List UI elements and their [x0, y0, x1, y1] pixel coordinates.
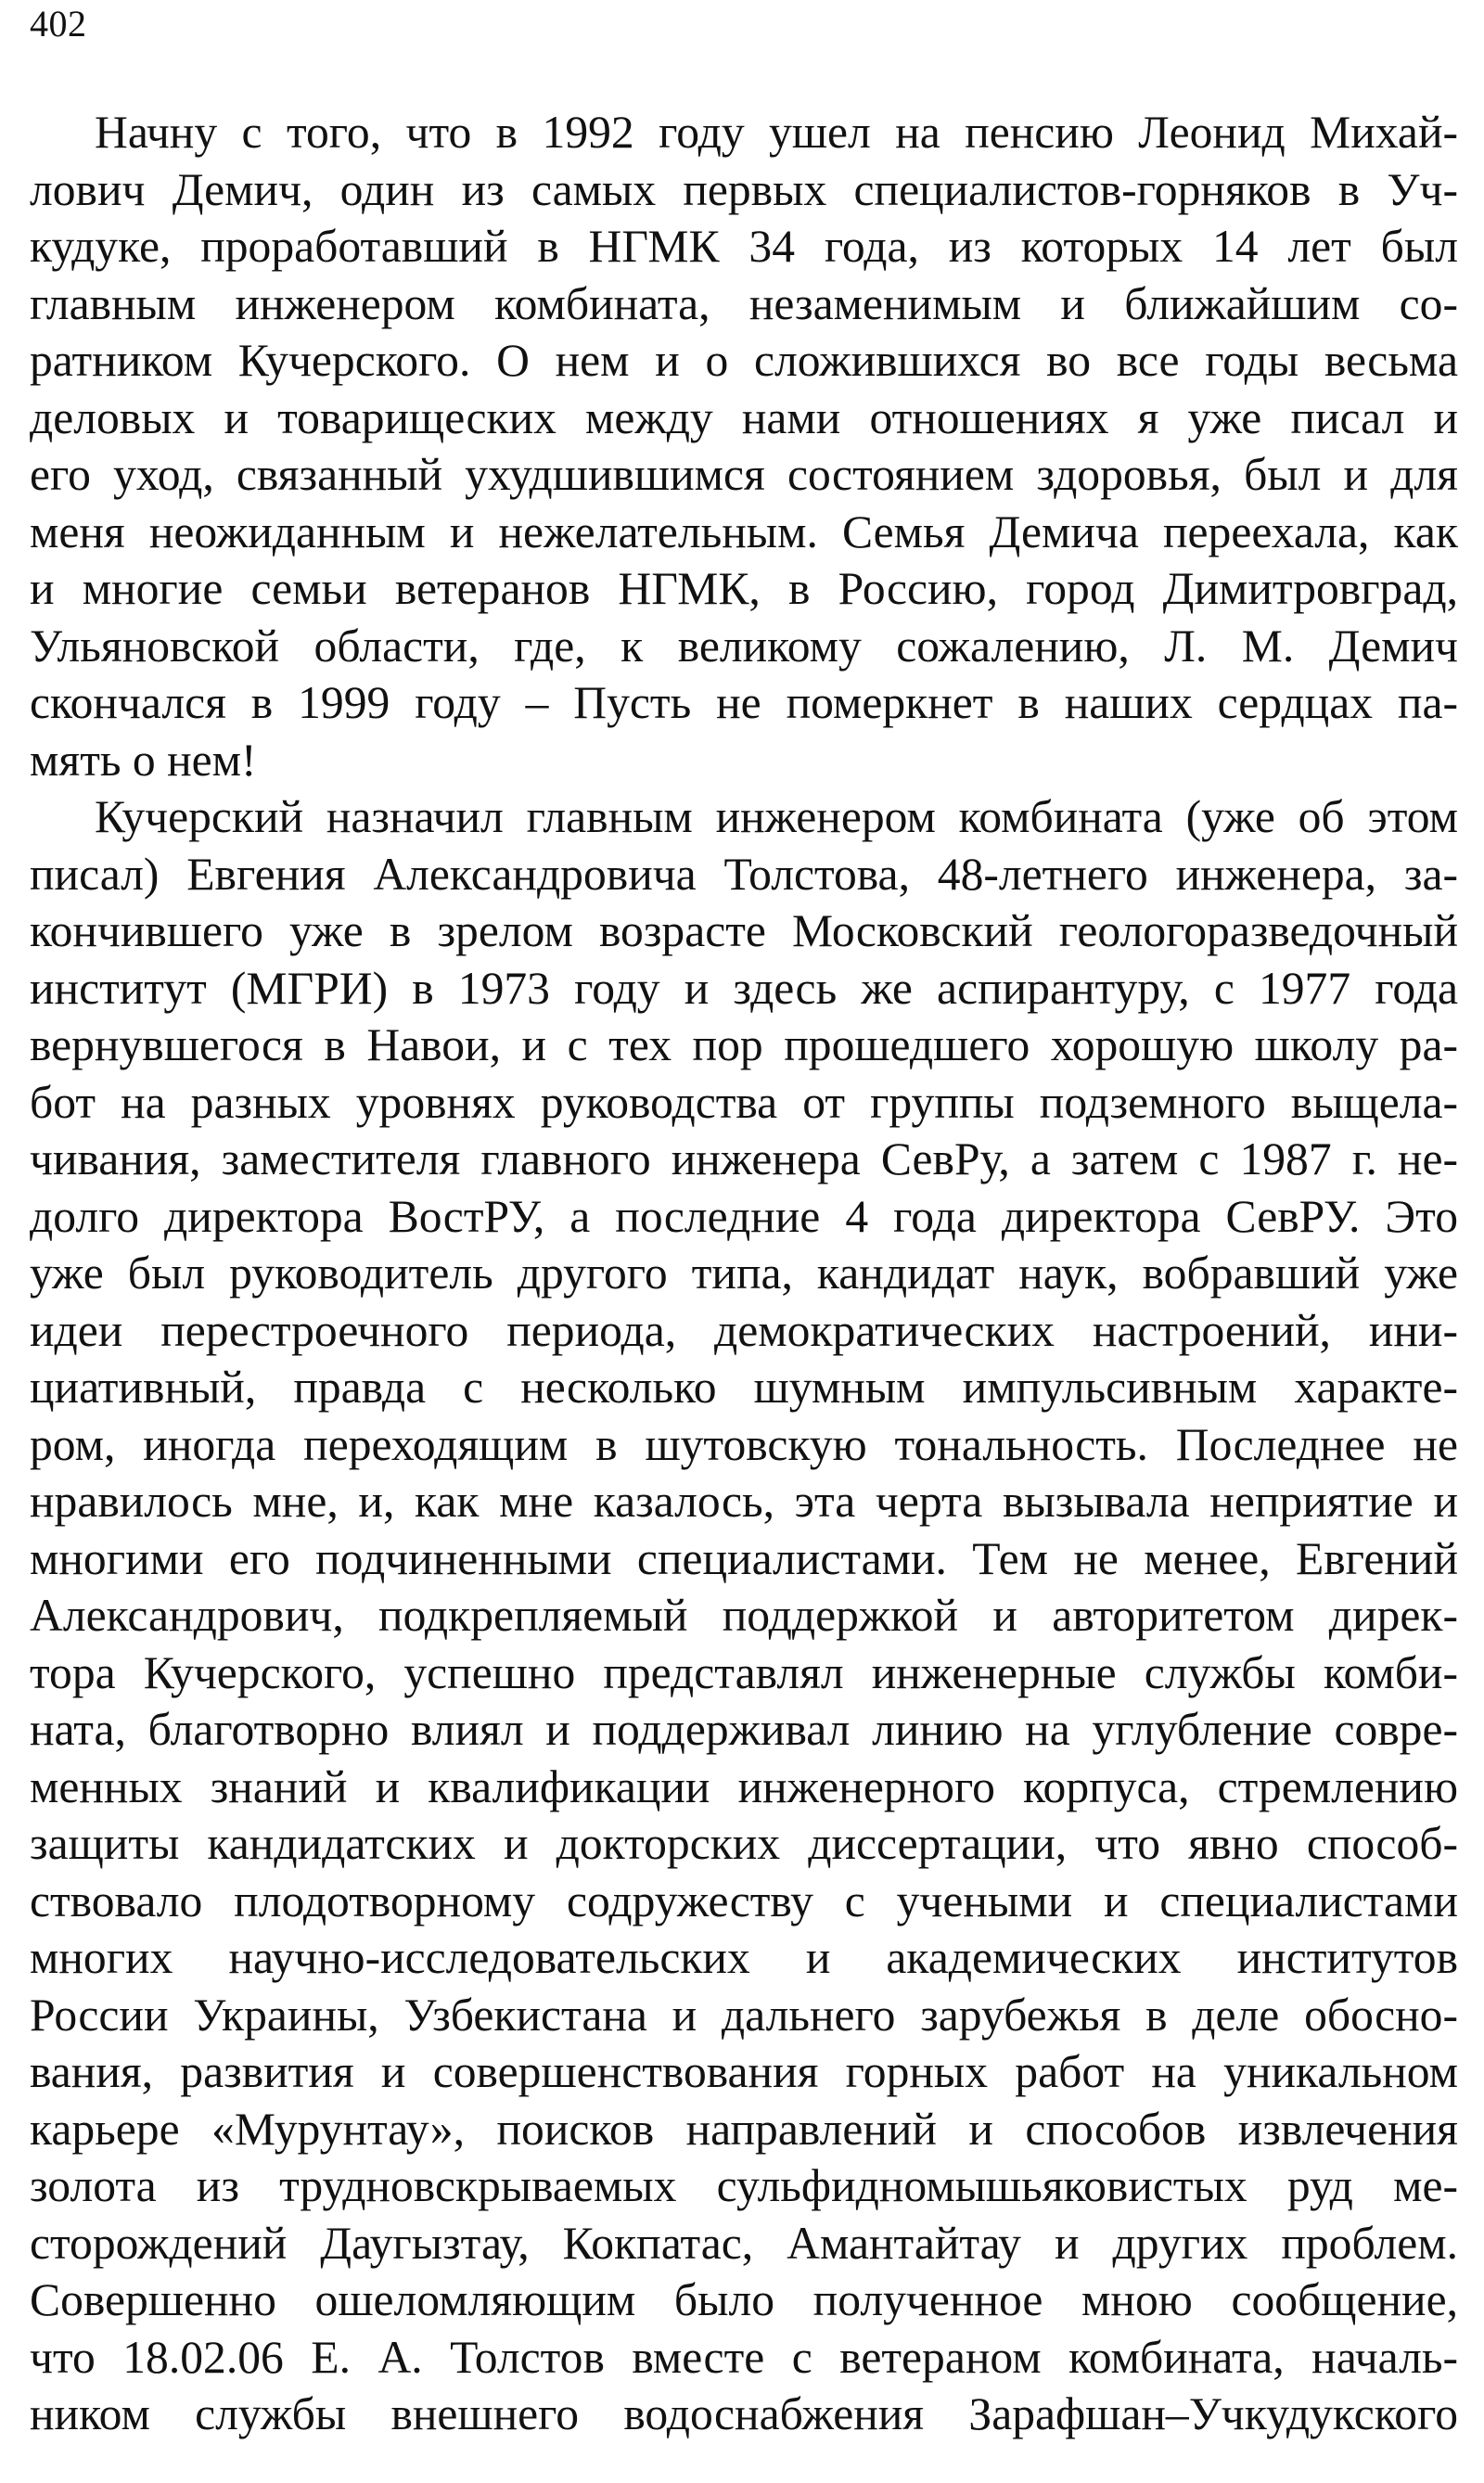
- text-line: Начну с того, что в 1992 году ушел на пенсию Леонид Михай-: [95, 107, 1458, 158]
- text-line: вания, развития и совершенствования горных работ на уникальном: [30, 2046, 1458, 2097]
- text-line: России Украины, Узбекистана и дальнего зарубежья в деле обосно-: [30, 1989, 1458, 2041]
- text-line: что 18.02.06 Е. А. Толстов вместе с ветераном комбината, началь-: [30, 2331, 1458, 2383]
- text-line: деловых и товарищеских между нами отношениях я уже писал и: [30, 391, 1458, 443]
- paragraph: [30, 788, 1458, 2443]
- text-line: Александрович, подкрепляемый поддержкой и авторитетом дирек-: [30, 1590, 1458, 1641]
- page-number: 402: [30, 3, 87, 45]
- text-line: ратником Кучерского. О нем и о сложившихся во все годы весьма: [30, 335, 1458, 386]
- text-line: карьере «Мурунтау», поисков направлений и способов извлечения: [30, 2103, 1458, 2155]
- text-line: Кучерский назначил главным инженером комбината (уже об этом: [95, 791, 1458, 842]
- text-line: менных знаний и квалификации инженерного корпуса, стремлению: [30, 1760, 1458, 1812]
- text-line: тора Кучерского, успешно представлял инженерные службы комби-: [30, 1646, 1458, 1698]
- text-line: долго директора ВостРУ, а последние 4 года директора СевРУ. Это: [30, 1190, 1458, 1242]
- text-line: нравилось мне, и, как мне казалось, эта черта вызывала неприятие и: [30, 1476, 1458, 1527]
- text-line: ром, иногда переходящим в шутовскую тональность. Последнее не: [30, 1418, 1458, 1470]
- text-line: золота из трудновскрываемых сульфидномышьяковистых руд ме-: [30, 2160, 1458, 2211]
- text-line: многих научно-исследовательских и академических институтов: [30, 1932, 1458, 1983]
- text-line: Совершенно ошеломляющим было полученное мною сообщение,: [30, 2274, 1458, 2325]
- paragraph: [30, 104, 1458, 788]
- text-line: меня неожиданным и нежелательным. Семья Демича переехала, как: [30, 506, 1458, 557]
- text-line: Ульяновской области, где, к великому сожалению, Л. М. Демич: [30, 620, 1458, 672]
- text-line: ната, благотворно влиял и поддерживал линию на углубление совре-: [30, 1704, 1458, 1755]
- text-line: чивания, заместителя главного инженера СевРу, а затем с 1987 г. не-: [30, 1133, 1458, 1184]
- page-body: [30, 104, 1458, 2443]
- text-line: и многие семьи ветеранов НГМК, в Россию, город Димитровград,: [30, 563, 1458, 614]
- text-line: главным инженером комбината, незаменимым и ближайшим со-: [30, 277, 1458, 329]
- text-line: сторождений Даугызтау, Кокпатас, Амантайтау и других проблем.: [30, 2217, 1458, 2269]
- text-line: многими его подчиненными специалистами. Тем не менее, Евгений: [30, 1532, 1458, 1584]
- text-line: скончался в 1999 году – Пусть не померкнет в наших сердцах па-: [30, 677, 1458, 728]
- text-line: институт (МГРИ) в 1973 году и здесь же аспирантуру, с 1977 года: [30, 962, 1458, 1014]
- text-line: кончившего уже в зрелом возрасте Московский геологоразведочный: [30, 905, 1458, 956]
- text-line: мять о нем!: [30, 734, 257, 786]
- text-line: циативный, правда с несколько шумным импульсивным характе-: [30, 1362, 1458, 1413]
- text-line: бот на разных уровнях руководства от группы подземного выщела-: [30, 1076, 1458, 1128]
- text-line: кудуке, проработавший в НГМК 34 года, из которых 14 лет был: [30, 221, 1458, 272]
- text-line: ствовало плодотворному содружеству с учеными и специалистами: [30, 1875, 1458, 1926]
- text-line: идеи перестроечного периода, демократических настроений, ини-: [30, 1304, 1458, 1356]
- text-line: защиты кандидатских и докторских диссертации, что явно способ-: [30, 1818, 1458, 1869]
- text-line: вернувшегося в Навои, и с тех пор прошедшего хорошую школу ра-: [30, 1019, 1458, 1070]
- text-line: ником службы внешнего водоснабжения Зарафшан–Учкудукского: [30, 2388, 1458, 2439]
- text-line: его уход, связанный ухудшившимся состоянием здоровья, был и для: [30, 449, 1458, 500]
- text-line: уже был руководитель другого типа, кандидат наук, вобравший уже: [30, 1248, 1458, 1299]
- text-line: лович Демич, один из самых первых специалистов-горняков в Уч-: [30, 163, 1458, 215]
- text-line: писал) Евгения Александровича Толстова, 48-летнего инженера, за-: [30, 848, 1458, 900]
